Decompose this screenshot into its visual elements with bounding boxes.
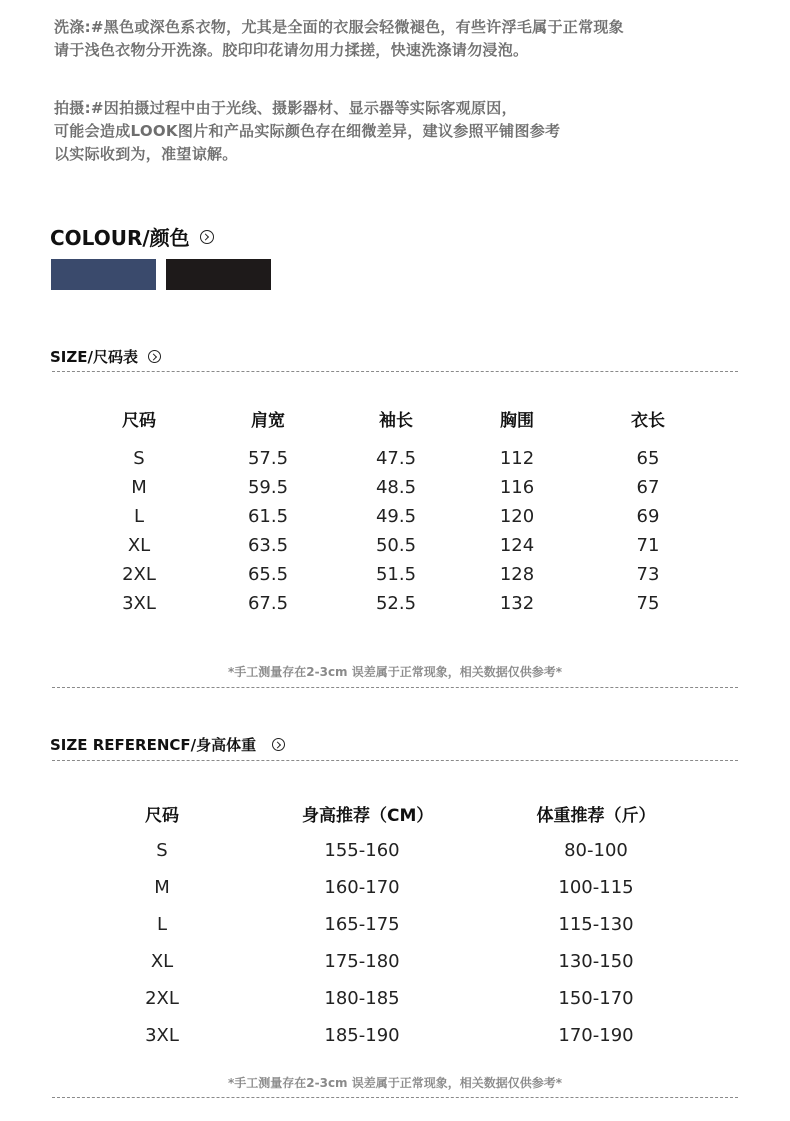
chevron-right-circle-icon	[200, 230, 214, 244]
divider	[52, 1097, 738, 1098]
photo-disclaimer	[54, 97, 560, 166]
colour-swatch-navy[interactable]	[51, 259, 156, 290]
table-header-cell: 身高推荐（CM）	[302, 806, 434, 826]
table-cell: 120	[499, 506, 535, 527]
table-header-cell: 肩宽	[251, 411, 285, 431]
colour-swatch-black[interactable]	[166, 259, 271, 290]
table-cell: 80-100	[564, 840, 628, 861]
table-header-cell: 袖长	[379, 411, 413, 431]
table-cell: 115-130	[558, 914, 634, 935]
table-cell: 73	[636, 564, 660, 585]
table-cell: 112	[499, 448, 535, 469]
table-cell: 165-175	[324, 914, 400, 935]
table-cell: XL	[127, 535, 151, 556]
table-cell: 63.5	[247, 535, 289, 556]
chevron-right-circle-icon	[272, 738, 285, 751]
table-cell: 69	[636, 506, 660, 527]
colour-heading	[50, 222, 214, 251]
table-cell: 59.5	[247, 477, 289, 498]
table-header-cell: 胸围	[500, 411, 534, 431]
table-cell: 2XL	[145, 988, 179, 1009]
table-cell: 49.5	[375, 506, 417, 527]
table-cell: 150-170	[558, 988, 634, 1009]
table-cell: 3XL	[145, 1025, 179, 1046]
table-cell: 67	[636, 477, 660, 498]
size-reference-heading	[50, 734, 285, 755]
table-cell: 155-160	[324, 840, 400, 861]
photo-line: 拍摄:#因拍摄过程中由于光线、摄影器材、显示器等实际客观原因，	[54, 99, 517, 117]
table-cell: 71	[636, 535, 660, 556]
table-cell: L	[156, 914, 168, 935]
photo-line: 可能会造成LOOK图片和产品实际颜色存在细微差异，建议参照平铺图参考	[54, 122, 561, 140]
table-header-cell: 尺码	[145, 806, 179, 826]
table-cell: M	[131, 477, 147, 498]
table-cell: S	[133, 448, 145, 469]
wash-line: 洗涤:#黑色或深色系衣物，尤其是全面的衣服会轻微褪色，有些许浮毛属于正常现象	[54, 18, 624, 36]
table-cell: 124	[499, 535, 535, 556]
table-cell: 75	[636, 593, 660, 614]
table-cell: 65	[636, 448, 660, 469]
table-cell: 132	[499, 593, 535, 614]
table-cell: 47.5	[375, 448, 417, 469]
table-cell: 3XL	[122, 593, 156, 614]
table-cell: L	[133, 506, 145, 527]
table-cell: XL	[150, 951, 174, 972]
divider	[52, 371, 738, 372]
colour-title: COLOUR/颜色	[50, 226, 190, 250]
divider	[52, 760, 738, 761]
wash-line: 请于浅色衣物分开洗涤。胶印印花请勿用力揉搓，快速洗涤请勿浸泡。	[54, 41, 529, 59]
table-cell: 61.5	[247, 506, 289, 527]
table-cell: 175-180	[324, 951, 400, 972]
table-cell: 128	[499, 564, 535, 585]
size-table-title: SIZE/尺码表	[50, 348, 138, 366]
table-cell: 48.5	[375, 477, 417, 498]
size-reference-note: *手工测量存在2-3cm 误差属于正常现象，相关数据仅供参考*	[227, 1076, 563, 1090]
table-cell: 2XL	[122, 564, 156, 585]
table-cell: 160-170	[324, 877, 400, 898]
table-cell: 57.5	[247, 448, 289, 469]
table-cell: S	[156, 840, 168, 861]
table-cell: 180-185	[324, 988, 400, 1009]
table-header-cell: 衣长	[631, 411, 665, 431]
size-table-note: *手工测量存在2-3cm 误差属于正常现象，相关数据仅供参考*	[227, 665, 563, 679]
table-cell: 51.5	[375, 564, 417, 585]
wash-instructions	[54, 16, 624, 62]
table-cell: 170-190	[558, 1025, 634, 1046]
table-cell: 116	[499, 477, 535, 498]
table-cell: 185-190	[324, 1025, 400, 1046]
table-header-cell: 尺码	[122, 411, 156, 431]
photo-line: 以实际收到为，准望谅解。	[54, 145, 238, 163]
table-cell: 65.5	[247, 564, 289, 585]
table-cell: 50.5	[375, 535, 417, 556]
table-cell: 130-150	[558, 951, 634, 972]
size-reference-title: SIZE REFERENCF/身高体重	[50, 736, 257, 754]
size-table-heading	[50, 346, 161, 367]
table-cell: 67.5	[247, 593, 289, 614]
table-cell: M	[154, 877, 170, 898]
table-header-cell: 体重推荐（斤）	[536, 806, 656, 826]
divider	[52, 687, 738, 688]
table-cell: 52.5	[375, 593, 417, 614]
chevron-right-circle-icon	[148, 350, 161, 363]
table-cell: 100-115	[558, 877, 634, 898]
